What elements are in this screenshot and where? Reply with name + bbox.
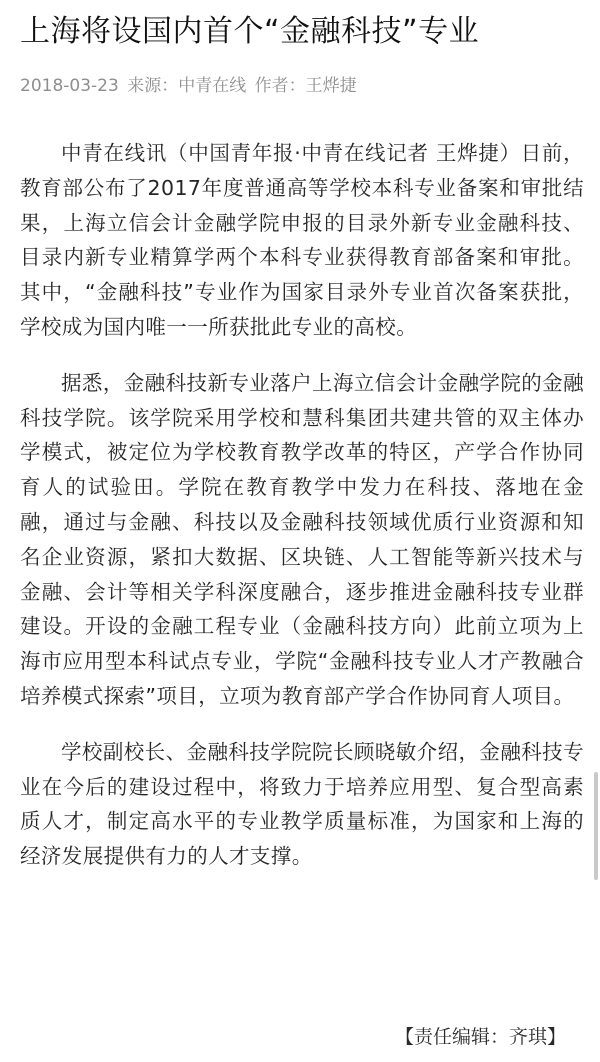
article-meta [20, 72, 360, 100]
article-body [20, 136, 584, 895]
paragraph-3: 学校副校长、金融科技学院院长顾晓敏介绍，金融科技专业在今后的建设过程中，将致力于培养应用型、复合型高素质人才，制定高水平的专业教学质量标准，为国家和上海的经济发展提供有力的人才支撑。 [20, 739, 584, 869]
paragraph-2: 据悉，金融科技新专业落户上海立信会计金融学院的金融科技学院。该学院采用学校和慧科集团共建共管的双主体办学模式，被定位为学校教育教学改革的特区，产学合作协同育人的试验田。学院在教育教学中发力在科技、落地在金融，通过与金融、科技以及金融科技领域优质行业资源和知名企业资源，紧扣大数据、区块链、人工智能等新兴技术与金融、会计等相关学科深度融合，逐步推进金融科技专业群建设。开设的金融工程专业（金融科技方向）此前立项为上海市应用型本科试点专业，学院“金融科技专业人才产教融合培养模式探索”项目，立项为教育部产学合作协同育人项目。 [20, 370, 584, 708]
source-name: 中青在线 [178, 76, 247, 96]
article-title: 上海将设国内首个“金融科技”专业 [20, 14, 480, 49]
responsible-editor: 【责任编辑：齐琪】 [394, 1026, 566, 1048]
paragraph-1: 中青在线讯（中国青年报·中青在线记者 王烨捷）日前，教育部公布了2017年度普通高等学校本科专业备案和审批结果，上海立信会计金融学院申报的目录外新专业金融科技、目录内新专业精算学两个本科专业获得教育部备案和审批。其中，“金融科技”专业作为国家目录外专业首次备案获批，学校成为国内唯一一所获批此专业的高校。 [20, 141, 584, 339]
author-name: 王烨捷 [305, 76, 357, 96]
source-label: 来源： [127, 76, 179, 96]
publish-date: 2018-03-23 [20, 76, 119, 96]
author-label: 作者： [254, 76, 306, 96]
scrollbar[interactable] [594, 772, 598, 880]
